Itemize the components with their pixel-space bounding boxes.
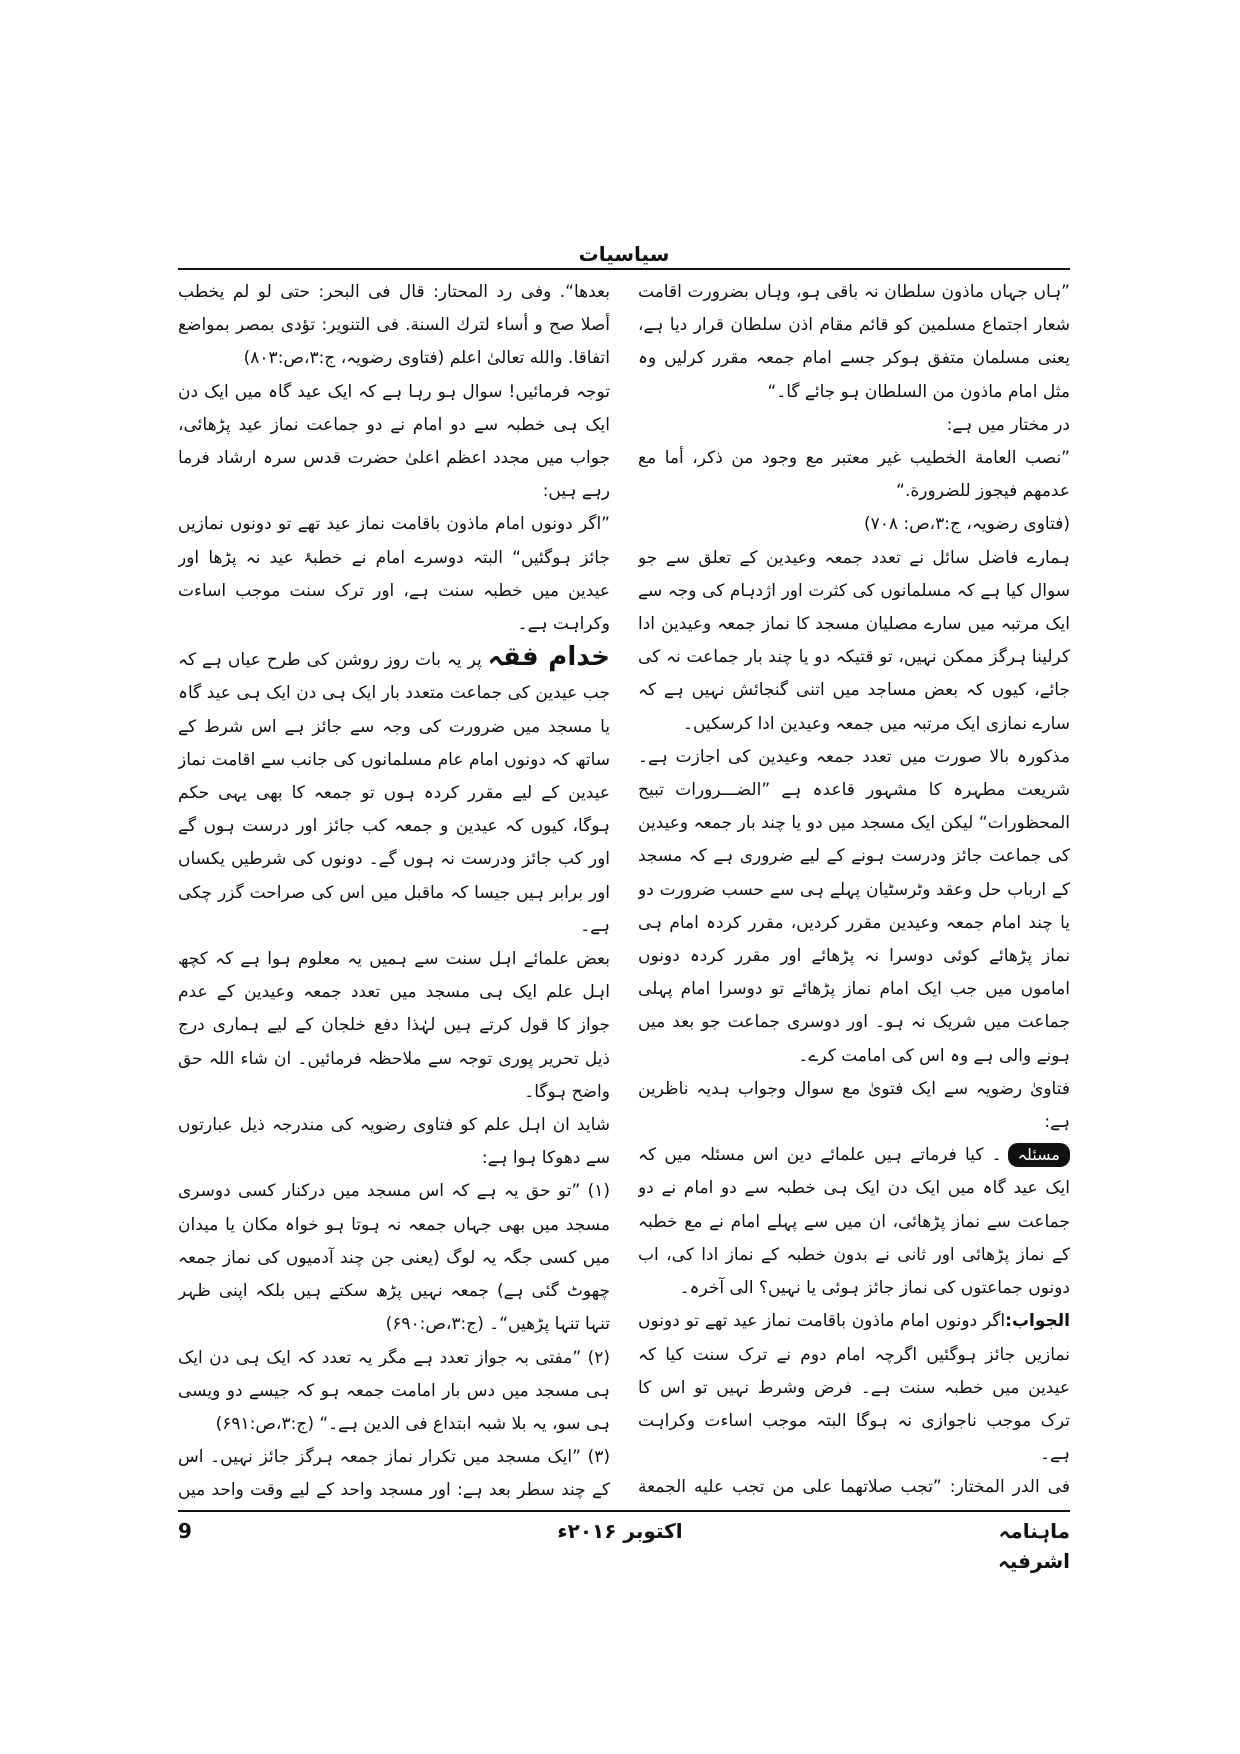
section-heading: خدام فقہ [487,642,610,673]
paragraph: ہمارے فاضل سائل نے تعدد جمعہ وعیدین کے تعلق سے جو سوال کیا ہے کہ مسلمانوں کی کثرت اور اژدہام کی وجہ سے ایک مرتبہ میں سارے مصلیان مسجد کا نماز جمعہ وعیدین ادا کرلینا ہرگز ممکن نہیں، تو قتیکہ دو یا چند بار جماعت نہ کی جائے، کیوں کہ بعض مساجد میں اتنی گنجائش نہیں ہے کہ سارے نمازی ایک مرتبہ میں جمعہ وعیدین ادا کرسکیں۔ [638,547,1070,734]
paragraph: بعدها“. وفی رد المحتار: قال فی البحر: حتی لو لم یخطب أصلا صح و أساء لترك السنة. فی التنویر: تؤدی بمصر بمواضع اتفاقا. والله تعالیٰ اعلم (فتاوی رضویہ، ج:۳،ص:۸۰۳) [178,282,610,369]
paragraph: بعض علمائے اہل سنت سے ہمیں یہ معلوم ہوا ہے کہ کچھ اہل علم ایک ہی مسجد میں تعدد جمعہ وعیدین کے عدم جواز کا قول کرتے ہیں لہٰذا دفع خلجان کے لیے ہماری درج ذیل تحریر پوری توجہ سے ملاحظہ فرمائیں۔ ان شاء اللہ حق واضح ہوگا۔ [178,949,610,1102]
paragraph: ”اگر دونوں امام ماذون باقامت نماز عید تھے تو دونوں نمازیں جائز ہوگئیں“ البتہ دوسرے امام نے خطبۂ عید نہ پڑھا اور عیدین میں خطبہ سنت ہے، اور ترک سنت موجب اساءت وکراہت ہے۔ [178,514,610,635]
answer-paragraph [638,1305,1070,1471]
page-header-title: سیاسیات [578,242,670,266]
page-number: 9 [178,1519,192,1543]
answer-label: الجواب: [1005,1311,1070,1332]
paragraph: شاید ان اہل علم کو فتاوی رضویہ کی مندرجہ ذیل عبارتوں سے دھوکا ہوا ہے: [178,1115,610,1169]
section-paragraph [178,641,610,943]
numbered-paragraph: (۲) ”مفتی بہ جواز تعدد ہے مگر یہ تعدد کہ ایک ہی دن ایک ہی مسجد میں دس بار امامت جمعہ ہو کہ جیسے دو ویسی ہی سو، یہ بلا شبہ ابتداع فی الدین ہے۔“ (ج:۳،ص:۶۹۱) [178,1347,610,1434]
question-text: ۔ کیا فرماتے ہیں علمائے دین اس مسئلہ میں کہ ایک عید گاہ میں ایک دن ایک ہی خطبہ سے دو امام نے دو جماعت سے نماز پڑھائی، ان میں سے پہلے امام نے مع خطبہ کے نماز پڑھائی اور ثانی نے بدون خطبہ کے نماز ادا کی، اب دونوں جماعتوں کی نماز جائز ہوئی یا نہیں؟ الی آخرہ۔ [638,1145,1070,1299]
arabic-quote: ”نصب العامة الخطیب غیر معتبر مع وجود من ذکر، أما مع عدمهم فیجوز للضرورة.“ [638,448,1070,502]
right-column [638,276,1070,1504]
footer-rule [178,1510,1070,1512]
paragraph: توجہ فرمائیں! سوال ہو رہا ہے کہ ایک عید گاہ میں ایک دن ایک ہی خطبہ سے دو امام نے دو جماعت نماز عید پڑھائی، جواب میں مجدد اعظم اعلیٰ حضرت قدس سرہ ارشاد فرما رہے ہیں: [178,381,610,502]
section-text: پر یہ بات روز روشن کی طرح عیاں ہے کہ جب عیدین کی جماعت متعدد بار ایک ہی دن ایک ہی عید گاہ یا مسجد میں ضرورت کی وجہ سے جائز ہے اس شرط کے ساتھ کہ دونوں امام عام مسلمانوں کی جانب سے اقامت نماز عیدین کے لیے مقرر کردہ ہوں تو جمعہ کا بھی یہی حکم ہوگا، کیوں کہ عیدین و جمعہ کب جائز اور درست ہوں گے اور کب جائز ودرست نہ ہوں گے۔ دونوں کی شرطیں یکساں اور برابر ہیں جیسا کہ ماقبل میں اس کی صراحت گزر چکی ہے۔ [178,650,610,936]
arabic-quote: فی الدر المختار: ”تجب صلاتهما علی من تجب علیه الجمعة [638,1477,1070,1498]
numbered-paragraph: (۳) ”ایک مسجد میں تکرار نماز جمعہ ہرگز جائز نہیں۔ اس کے چند سطر بعد ہے: اور مسجد واحد کے لیے وقت واحد میں [178,1447,610,1501]
issue-date: اکتوبر ۲۰۱۶ء [557,1519,683,1543]
citation: (فتاوی رضویہ، ج:۳،ص: ۷۰۸) [863,514,1070,535]
paragraph: در مختار میں ہے: [946,414,1070,435]
paragraph: فتاویٰ رضویہ سے ایک فتویٰ مع سوال وجواب ہدیہ ناظرین ہے: [638,1078,1070,1133]
paragraph: ”ہاں جہاں ماذون سلطان نہ باقی ہو، وہاں بضرورت اقامت شعار اجتماع مسلمین کو قائم مقام اذن سلطان قرار دیا ہے، یعنی مسلمان متفق ہوکر جسے امام جمعہ مقرر کرلیں وہ مثل امام ماذون من السلطان ہو جائے گا۔“ [638,282,1070,402]
journal-name: ماہنامہ اشرفیہ [998,1519,1070,1573]
answer-text: اگر دونوں امام ماذون باقامت نماز عید تھے تو دونوں نمازیں جائز ہوگئیں اگرچہ امام دوم نے ترک سنت کیا کہ عیدین میں خطبہ سنت ہے۔ فرض وشرط نہیں تو اس کا ترک موجب ناجوازی نہ ہوگا البتہ موجب اساءت وکراہت ہے۔ [638,1311,1070,1465]
numbered-paragraph: (۱) ”تو حق یہ ہے کہ اس مسجد میں درکنار کسی دوسری مسجد میں بھی جہاں جمعہ نہ ہوتا ہو خواہ مکان یا میدان میں کسی جگہ یہ لوگ (یعنی جن چند آدمیوں کی نماز جمعہ چھوٹ گئی ہے) جمعہ نہیں پڑھ سکتے ہیں بلکہ اپنی ظہر تنہا تنہا پڑھیں“۔ (ج:۳،ص:۶۹۰) [178,1181,610,1335]
header-rule [178,268,1070,270]
left-column [178,276,610,1504]
question-paragraph [638,1139,1070,1305]
paragraph: مذکورہ بالا صورت میں تعدد جمعہ وعیدین کی اجازت ہے۔ شریعت مطہرہ کا مشہور قاعدہ ہے ”الضـــرورات تبیح المحظورات“ لیکن ایک مسجد میں دو یا چند بار جمعہ وعیدین کی جماعت جائز ودرست ہونے کے لیے ضروری ہے کہ مسجد کے ارباب حل وعقد وٹرسٹیان پہلے ہی سے حسب ضرورت دو یا چند امام جمعہ وعیدین مقرر کردیں، مقرر کردہ امام ہی نماز پڑھائے کوئی دوسرا نہ پڑھائے اور مقرر کردہ دونوں اماموں میں جب ایک امام نماز پڑھائے تو دوسرا امام پہلی جماعت میں شریک نہ ہو۔ اور دوسری جماعت جو بعد میں ہونے والی ہے وہ اس کی امامت کرے۔ [638,746,1070,1066]
masala-badge: مسئلہ [1008,1143,1070,1167]
